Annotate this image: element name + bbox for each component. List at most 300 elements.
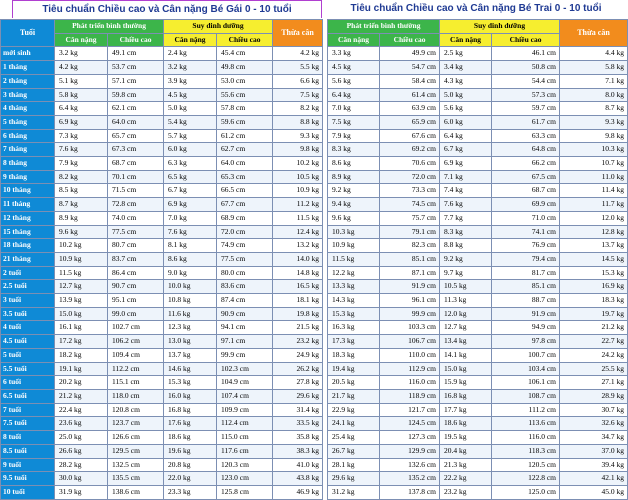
low-height-cell: 46.1 cm (492, 47, 560, 61)
normal-weight-cell: 7.3 kg (55, 129, 108, 143)
low-weight-cell: 5.6 kg (440, 102, 492, 116)
table-row (328, 294, 628, 308)
normal-height-cell: 87.1 cm (380, 266, 440, 280)
low-weight-cell: 6.3 kg (164, 157, 217, 171)
overweight-cell: 11.7 kg (560, 198, 628, 212)
age-cell: 7 tuổi (1, 403, 55, 417)
table-row (328, 252, 628, 266)
table-row (1, 458, 323, 472)
normal-weight-cell: 3.3 kg (328, 47, 380, 61)
low-weight-cell: 3.4 kg (440, 61, 492, 75)
table-row (328, 74, 628, 88)
low-height-cell: 57.8 cm (217, 102, 273, 116)
low-height-cell: 87.4 cm (217, 294, 273, 308)
normal-height-cell: 77.5 cm (108, 225, 164, 239)
column-header-height: Chiều cao (108, 33, 164, 47)
normal-weight-cell: 30.0 kg (55, 472, 108, 486)
normal-height-cell: 57.1 cm (108, 74, 164, 88)
table-row (328, 348, 628, 362)
normal-weight-cell: 7.0 kg (328, 102, 380, 116)
overweight-cell: 27.1 kg (560, 376, 628, 390)
overweight-cell: 29.6 kg (273, 389, 323, 403)
normal-height-cell: 109.4 cm (108, 348, 164, 362)
low-weight-cell: 4.5 kg (164, 88, 217, 102)
age-cell: 18 tháng (1, 239, 55, 253)
overweight-cell: 9.8 kg (560, 129, 628, 143)
overweight-cell: 46.9 kg (273, 485, 323, 499)
overweight-cell: 38.3 kg (273, 444, 323, 458)
normal-height-cell: 99.0 cm (108, 307, 164, 321)
age-cell: 3 tháng (1, 88, 55, 102)
low-height-cell: 61.2 cm (217, 129, 273, 143)
low-weight-cell: 4.3 kg (440, 74, 492, 88)
low-weight-cell: 15.9 kg (440, 376, 492, 390)
overweight-cell: 10.3 kg (560, 143, 628, 157)
age-cell: 8 tháng (1, 157, 55, 171)
low-height-cell: 99.9 cm (217, 348, 273, 362)
overweight-cell: 6.6 kg (273, 74, 323, 88)
low-weight-cell: 19.5 kg (440, 431, 492, 445)
normal-height-cell: 83.7 cm (108, 252, 164, 266)
table-row (328, 143, 628, 157)
low-weight-cell: 10.8 kg (164, 294, 217, 308)
column-header-weight: Cân nặng (328, 33, 380, 47)
normal-height-cell: 132.5 cm (108, 458, 164, 472)
overweight-cell: 16.9 kg (560, 280, 628, 294)
table-row (328, 47, 628, 61)
low-height-cell: 88.7 cm (492, 294, 560, 308)
overweight-cell: 33.5 kg (273, 417, 323, 431)
low-height-cell: 103.4 cm (492, 362, 560, 376)
age-cell: 9 tuổi (1, 458, 55, 472)
normal-weight-cell: 9.2 kg (328, 184, 380, 198)
column-header-overweight: Thừa cân (273, 20, 323, 47)
normal-weight-cell: 28.1 kg (328, 458, 380, 472)
overweight-cell: 19.7 kg (560, 307, 628, 321)
low-height-cell: 71.0 cm (492, 211, 560, 225)
normal-height-cell: 70.6 cm (380, 157, 440, 171)
normal-weight-cell: 5.8 kg (55, 88, 108, 102)
low-weight-cell: 16.0 kg (164, 389, 217, 403)
normal-height-cell: 124.5 cm (380, 417, 440, 431)
overweight-cell: 24.9 kg (273, 348, 323, 362)
age-cell: 2.5 tuổi (1, 280, 55, 294)
group-header-malnutrition: Suy dinh dưỡng (164, 20, 273, 34)
table-row (328, 444, 628, 458)
normal-weight-cell: 22.9 kg (328, 403, 380, 417)
overweight-cell: 11.5 kg (273, 211, 323, 225)
age-cell: 5 tuổi (1, 348, 55, 362)
normal-height-cell: 103.3 cm (380, 321, 440, 335)
low-height-cell: 90.9 cm (217, 307, 273, 321)
normal-weight-cell: 6.9 kg (55, 115, 108, 129)
low-height-cell: 63.3 cm (492, 129, 560, 143)
table-row (1, 294, 323, 308)
low-weight-cell: 23.2 kg (440, 485, 492, 499)
age-cell: 6 tháng (1, 129, 55, 143)
normal-weight-cell: 4.2 kg (55, 61, 108, 75)
overweight-cell: 10.9 kg (273, 184, 323, 198)
low-weight-cell: 6.0 kg (164, 143, 217, 157)
age-cell: 5.5 tuổi (1, 362, 55, 376)
normal-weight-cell: 19.4 kg (328, 362, 380, 376)
table-row (328, 266, 628, 280)
low-weight-cell: 6.7 kg (440, 143, 492, 157)
table-row (1, 184, 323, 198)
low-weight-cell: 18.6 kg (440, 417, 492, 431)
low-height-cell: 85.1 cm (492, 280, 560, 294)
normal-weight-cell: 5.6 kg (328, 74, 380, 88)
low-height-cell: 120.5 cm (492, 458, 560, 472)
table-row (1, 88, 323, 102)
overweight-cell: 14.0 kg (273, 252, 323, 266)
low-weight-cell: 12.0 kg (440, 307, 492, 321)
overweight-cell: 22.7 kg (560, 335, 628, 349)
low-height-cell: 54.4 cm (492, 74, 560, 88)
normal-weight-cell: 3.2 kg (55, 47, 108, 61)
low-weight-cell: 15.3 kg (164, 376, 217, 390)
overweight-cell: 35.8 kg (273, 431, 323, 445)
low-weight-cell: 7.6 kg (164, 225, 217, 239)
age-cell: 12 tháng (1, 211, 55, 225)
normal-height-cell: 112.2 cm (108, 362, 164, 376)
low-height-cell: 69.9 cm (492, 198, 560, 212)
normal-weight-cell: 21.7 kg (328, 389, 380, 403)
low-weight-cell: 7.7 kg (440, 211, 492, 225)
low-weight-cell: 11.3 kg (440, 294, 492, 308)
column-header-height: Chiều cao (492, 33, 560, 47)
age-cell: 10 tháng (1, 184, 55, 198)
normal-height-cell: 112.9 cm (380, 362, 440, 376)
low-height-cell: 117.6 cm (217, 444, 273, 458)
low-weight-cell: 16.8 kg (440, 389, 492, 403)
overweight-cell: 4.2 kg (273, 47, 323, 61)
normal-weight-cell: 18.2 kg (55, 348, 108, 362)
normal-weight-cell: 6.4 kg (55, 102, 108, 116)
overweight-cell: 12.8 kg (560, 225, 628, 239)
normal-weight-cell: 20.5 kg (328, 376, 380, 390)
normal-height-cell: 65.9 cm (380, 115, 440, 129)
column-header-weight: Cân nặng (440, 33, 492, 47)
table-row (1, 129, 323, 143)
normal-height-cell: 54.7 cm (380, 61, 440, 75)
overweight-cell: 19.8 kg (273, 307, 323, 321)
low-weight-cell: 22.2 kg (440, 472, 492, 486)
normal-height-cell: 79.1 cm (380, 225, 440, 239)
normal-height-cell: 126.6 cm (108, 431, 164, 445)
low-height-cell: 97.1 cm (217, 335, 273, 349)
overweight-cell: 21.5 kg (273, 321, 323, 335)
low-weight-cell: 19.6 kg (164, 444, 217, 458)
table-row (1, 61, 323, 75)
low-height-cell: 111.2 cm (492, 403, 560, 417)
age-cell: 6 tuổi (1, 376, 55, 390)
overweight-cell: 10.2 kg (273, 157, 323, 171)
normal-height-cell: 99.9 cm (380, 307, 440, 321)
low-height-cell: 49.8 cm (217, 61, 273, 75)
overweight-cell: 43.8 kg (273, 472, 323, 486)
overweight-cell: 11.0 kg (560, 170, 628, 184)
age-cell: 3.5 tuổi (1, 307, 55, 321)
normal-height-cell: 135.2 cm (380, 472, 440, 486)
overweight-cell: 18.3 kg (560, 294, 628, 308)
normal-height-cell: 67.6 cm (380, 129, 440, 143)
low-weight-cell: 12.7 kg (440, 321, 492, 335)
low-height-cell: 76.9 cm (492, 239, 560, 253)
normal-weight-cell: 14.3 kg (328, 294, 380, 308)
normal-height-cell: 80.7 cm (108, 239, 164, 253)
table-row (1, 321, 323, 335)
low-weight-cell: 5.4 kg (164, 115, 217, 129)
normal-weight-cell: 18.3 kg (328, 348, 380, 362)
overweight-cell: 9.8 kg (273, 143, 323, 157)
low-height-cell: 74.1 cm (492, 225, 560, 239)
low-height-cell: 120.3 cm (217, 458, 273, 472)
low-height-cell: 68.9 cm (217, 211, 273, 225)
table-row (1, 280, 323, 294)
normal-height-cell: 85.1 cm (380, 252, 440, 266)
low-weight-cell: 6.5 kg (164, 170, 217, 184)
low-height-cell: 106.1 cm (492, 376, 560, 390)
normal-height-cell: 129.9 cm (380, 444, 440, 458)
overweight-cell: 14.8 kg (273, 266, 323, 280)
low-height-cell: 77.5 cm (217, 252, 273, 266)
low-height-cell: 125.8 cm (217, 485, 273, 499)
age-cell: 3 tuổi (1, 294, 55, 308)
low-weight-cell: 8.1 kg (164, 239, 217, 253)
girl-standards-table (0, 19, 323, 500)
normal-height-cell: 110.0 cm (380, 348, 440, 362)
table-row (328, 417, 628, 431)
low-weight-cell: 6.7 kg (164, 184, 217, 198)
column-header-height: Chiều cao (380, 33, 440, 47)
low-weight-cell: 2.4 kg (164, 47, 217, 61)
table-row (1, 239, 323, 253)
low-weight-cell: 10.0 kg (164, 280, 217, 294)
normal-weight-cell: 24.1 kg (328, 417, 380, 431)
overweight-cell: 23.2 kg (273, 335, 323, 349)
table-row (328, 129, 628, 143)
table-row (1, 403, 323, 417)
normal-weight-cell: 7.9 kg (55, 157, 108, 171)
table-row (1, 198, 323, 212)
table-row (1, 417, 323, 431)
normal-height-cell: 95.1 cm (108, 294, 164, 308)
age-cell: 5 tháng (1, 115, 55, 129)
normal-height-cell: 74.5 cm (380, 198, 440, 212)
overweight-cell: 12.4 kg (273, 225, 323, 239)
table-row (1, 266, 323, 280)
overweight-cell: 8.8 kg (273, 115, 323, 129)
overweight-cell: 16.5 kg (273, 280, 323, 294)
normal-height-cell: 102.7 cm (108, 321, 164, 335)
low-height-cell: 113.6 cm (492, 417, 560, 431)
low-height-cell: 62.7 cm (217, 143, 273, 157)
normal-weight-cell: 22.4 kg (55, 403, 108, 417)
overweight-cell: 45.0 kg (560, 485, 628, 499)
normal-weight-cell: 29.6 kg (328, 472, 380, 486)
low-height-cell: 67.5 cm (492, 170, 560, 184)
low-weight-cell: 10.5 kg (440, 280, 492, 294)
normal-weight-cell: 5.1 kg (55, 74, 108, 88)
normal-weight-cell: 11.5 kg (328, 252, 380, 266)
normal-height-cell: 135.5 cm (108, 472, 164, 486)
normal-weight-cell: 8.9 kg (55, 211, 108, 225)
low-weight-cell: 5.0 kg (440, 88, 492, 102)
low-height-cell: 91.9 cm (492, 307, 560, 321)
normal-height-cell: 49.9 cm (380, 47, 440, 61)
low-height-cell: 104.9 cm (217, 376, 273, 390)
normal-height-cell: 82.3 cm (380, 239, 440, 253)
age-cell: mới sinh (1, 47, 55, 61)
normal-height-cell: 118.0 cm (108, 389, 164, 403)
normal-weight-cell: 31.9 kg (55, 485, 108, 499)
overweight-cell: 15.3 kg (560, 266, 628, 280)
age-cell: 21 tháng (1, 252, 55, 266)
normal-height-cell: 86.4 cm (108, 266, 164, 280)
overweight-cell: 39.4 kg (560, 458, 628, 472)
normal-weight-cell: 20.2 kg (55, 376, 108, 390)
normal-weight-cell: 4.5 kg (328, 61, 380, 75)
age-cell: 7 tháng (1, 143, 55, 157)
overweight-cell: 9.3 kg (560, 115, 628, 129)
table-row (328, 362, 628, 376)
table-row (328, 485, 628, 499)
normal-weight-cell: 13.3 kg (328, 280, 380, 294)
overweight-cell: 13.2 kg (273, 239, 323, 253)
low-weight-cell: 17.6 kg (164, 417, 217, 431)
age-cell: 1 tháng (1, 61, 55, 75)
low-weight-cell: 7.1 kg (440, 170, 492, 184)
normal-weight-cell: 9.6 kg (328, 211, 380, 225)
low-weight-cell: 6.9 kg (440, 157, 492, 171)
girl-table-title: Tiêu chuẩn Chiều cao và Cân nặng Bé Gái 0 - 10 tuổi (12, 0, 322, 18)
normal-height-cell: 63.9 cm (380, 102, 440, 116)
overweight-cell: 4.4 kg (560, 47, 628, 61)
low-weight-cell: 7.4 kg (440, 184, 492, 198)
overweight-cell: 18.1 kg (273, 294, 323, 308)
table-row (1, 307, 323, 321)
table-row (328, 307, 628, 321)
low-weight-cell: 3.2 kg (164, 61, 217, 75)
low-height-cell: 53.0 cm (217, 74, 273, 88)
overweight-cell: 30.7 kg (560, 403, 628, 417)
normal-weight-cell: 10.3 kg (328, 225, 380, 239)
table-row (328, 115, 628, 129)
normal-height-cell: 118.9 cm (380, 389, 440, 403)
table-row (1, 225, 323, 239)
normal-height-cell: 106.7 cm (380, 335, 440, 349)
table-row (1, 102, 323, 116)
overweight-cell: 10.5 kg (273, 170, 323, 184)
normal-height-cell: 75.7 cm (380, 211, 440, 225)
table-row (328, 458, 628, 472)
low-height-cell: 55.6 cm (217, 88, 273, 102)
age-cell: 4 tháng (1, 102, 55, 116)
low-weight-cell: 2.5 kg (440, 47, 492, 61)
normal-weight-cell: 15.3 kg (328, 307, 380, 321)
low-height-cell: 118.3 cm (492, 444, 560, 458)
normal-weight-cell: 25.0 kg (55, 431, 108, 445)
overweight-cell: 27.8 kg (273, 376, 323, 390)
low-weight-cell: 6.4 kg (440, 129, 492, 143)
low-height-cell: 67.7 cm (217, 198, 273, 212)
low-height-cell: 57.3 cm (492, 88, 560, 102)
low-height-cell: 125.0 cm (492, 485, 560, 499)
low-weight-cell: 13.0 kg (164, 335, 217, 349)
group-header-normal: Phát triển bình thường (55, 20, 164, 34)
normal-weight-cell: 16.3 kg (328, 321, 380, 335)
table-row (1, 115, 323, 129)
low-height-cell: 59.7 cm (492, 102, 560, 116)
low-height-cell: 115.0 cm (217, 431, 273, 445)
normal-height-cell: 96.1 cm (380, 294, 440, 308)
low-weight-cell: 14.6 kg (164, 362, 217, 376)
normal-height-cell: 129.5 cm (108, 444, 164, 458)
low-height-cell: 97.8 cm (492, 335, 560, 349)
overweight-cell: 13.7 kg (560, 239, 628, 253)
age-cell: 8.5 tuổi (1, 444, 55, 458)
low-weight-cell: 12.3 kg (164, 321, 217, 335)
normal-weight-cell: 17.3 kg (328, 335, 380, 349)
low-weight-cell: 22.0 kg (164, 472, 217, 486)
overweight-cell: 8.2 kg (273, 102, 323, 116)
table-row (1, 348, 323, 362)
low-weight-cell: 14.1 kg (440, 348, 492, 362)
overweight-cell: 7.5 kg (273, 88, 323, 102)
table-row (328, 61, 628, 75)
low-height-cell: 123.0 cm (217, 472, 273, 486)
low-weight-cell: 17.7 kg (440, 403, 492, 417)
table-row (1, 431, 323, 445)
column-header-weight: Cân nặng (55, 33, 108, 47)
table-row (328, 157, 628, 171)
low-height-cell: 61.7 cm (492, 115, 560, 129)
low-weight-cell: 7.6 kg (440, 198, 492, 212)
table-row (1, 485, 323, 499)
low-height-cell: 112.4 cm (217, 417, 273, 431)
low-height-cell: 100.7 cm (492, 348, 560, 362)
normal-height-cell: 65.7 cm (108, 129, 164, 143)
table-row (328, 102, 628, 116)
normal-weight-cell: 28.2 kg (55, 458, 108, 472)
normal-weight-cell: 8.5 kg (55, 184, 108, 198)
normal-weight-cell: 8.3 kg (328, 143, 380, 157)
normal-weight-cell: 10.2 kg (55, 239, 108, 253)
table-row (328, 431, 628, 445)
normal-height-cell: 72.8 cm (108, 198, 164, 212)
low-height-cell: 102.3 cm (217, 362, 273, 376)
normal-weight-cell: 15.0 kg (55, 307, 108, 321)
overweight-cell: 8.0 kg (560, 88, 628, 102)
column-header-overweight: Thừa cân (560, 20, 628, 47)
normal-height-cell: 123.7 cm (108, 417, 164, 431)
normal-weight-cell: 11.5 kg (55, 266, 108, 280)
table-row (328, 211, 628, 225)
table-row (1, 472, 323, 486)
table-row (1, 170, 323, 184)
low-weight-cell: 3.9 kg (164, 74, 217, 88)
low-weight-cell: 6.9 kg (164, 198, 217, 212)
overweight-cell: 21.2 kg (560, 321, 628, 335)
normal-weight-cell: 7.6 kg (55, 143, 108, 157)
low-height-cell: 50.8 cm (492, 61, 560, 75)
normal-weight-cell: 6.4 kg (328, 88, 380, 102)
table-row (328, 184, 628, 198)
normal-weight-cell: 17.2 kg (55, 335, 108, 349)
overweight-cell: 7.1 kg (560, 74, 628, 88)
low-height-cell: 109.9 cm (217, 403, 273, 417)
